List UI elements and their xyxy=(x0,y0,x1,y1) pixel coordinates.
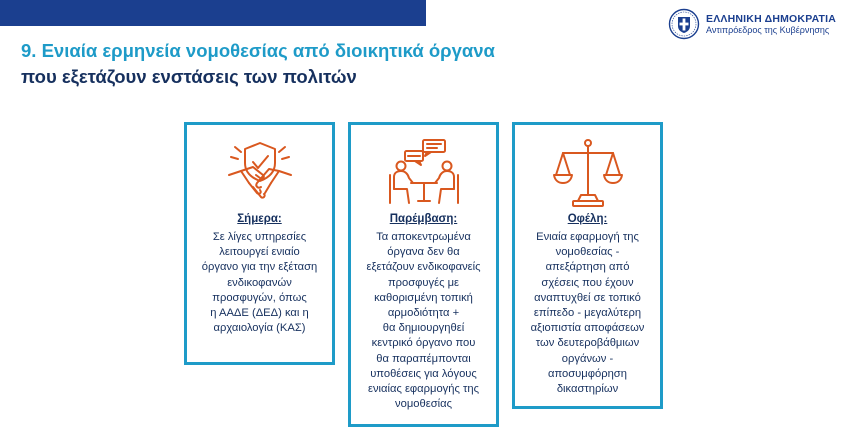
scales-of-justice-icon xyxy=(551,137,625,209)
card-line: οργάνων - xyxy=(561,352,614,365)
card-line: Τα αποκεντρωμένα xyxy=(376,231,471,243)
logo-title: ΕΛΛΗΝΙΚΗ ΔΗΜΟΚΡΑΤΙΑ xyxy=(706,12,837,25)
card-line: των δευτεροβάθμιων xyxy=(535,337,640,350)
handshake-shield-icon xyxy=(223,137,297,209)
government-logo xyxy=(668,7,840,41)
slide-subtitle: που εξετάζουν ενστάσεις των πολιτών xyxy=(21,66,357,87)
card-line: αρμοδιότητα + xyxy=(387,307,460,320)
card-line: νομοθεσίας xyxy=(395,398,452,411)
card-line: νομοθεσίας - xyxy=(555,246,620,259)
card-line: κεντρικό όργανο που xyxy=(371,337,476,350)
card-today xyxy=(184,122,335,365)
card-benefits xyxy=(512,122,663,409)
card-line: προσφυγές με xyxy=(387,276,460,289)
card-line: θα παραπέμπονται xyxy=(376,352,471,365)
card-line: όργανα δεν θα xyxy=(387,246,460,259)
slide-title: 9. Ενιαία ερμηνεία νομοθεσίας από διοικητικά όργανα xyxy=(21,40,495,61)
card-line: η ΑΑΔΕ (ΔΕΔ) και η xyxy=(210,307,309,320)
card-heading: Σήμερα: xyxy=(237,213,282,225)
card-heading: Οφέλη: xyxy=(567,213,608,225)
card-text xyxy=(191,230,328,336)
card-intervention xyxy=(348,122,499,427)
card-line: θα δημιουργηθεί xyxy=(382,322,465,335)
card-line: δικαστηρίων xyxy=(556,383,619,396)
meeting-discussion-icon xyxy=(387,137,461,209)
card-line: Σε λίγες υπηρεσίες xyxy=(212,231,307,243)
card-line: καθορισμένη τοπική xyxy=(374,291,473,304)
card-line: ενδικοφανών xyxy=(227,276,292,289)
logo-subtitle: Αντιπρόεδρος της Κυβέρνησης xyxy=(706,24,830,35)
top-banner-bar xyxy=(0,0,426,26)
card-line: προσφυγών, όπως xyxy=(212,291,307,304)
card-line: αναπτυχθεί σε τοπικό xyxy=(534,291,641,304)
card-line: Ενιαία εφαρμογή της xyxy=(536,231,639,243)
card-text xyxy=(355,230,492,412)
card-line: σχέσεις που έχουν xyxy=(541,276,634,289)
card-line: εξετάζουν ενδικοφανείς xyxy=(366,261,481,274)
card-line: αποσυμφόρηση xyxy=(548,367,627,380)
card-line: λειτουργεί ενιαίο xyxy=(219,246,300,259)
card-text xyxy=(519,230,656,397)
card-line: απεξάρτηση από xyxy=(545,261,630,274)
card-line: υποθέσεις για λόγους xyxy=(370,367,477,380)
card-line: ενιαίας εφαρμογής της xyxy=(367,383,480,396)
card-line: όργανο για την εξέταση xyxy=(201,261,318,274)
greek-coat-of-arms-icon xyxy=(668,8,700,40)
card-line: επίπεδο - μεγαλύτερη xyxy=(533,307,642,320)
card-line: αρχαιολογία (ΚΑΣ) xyxy=(213,322,306,335)
card-heading: Παρέμβαση: xyxy=(389,213,458,225)
card-line: αξιοπιστία αποφάσεων xyxy=(530,322,645,335)
